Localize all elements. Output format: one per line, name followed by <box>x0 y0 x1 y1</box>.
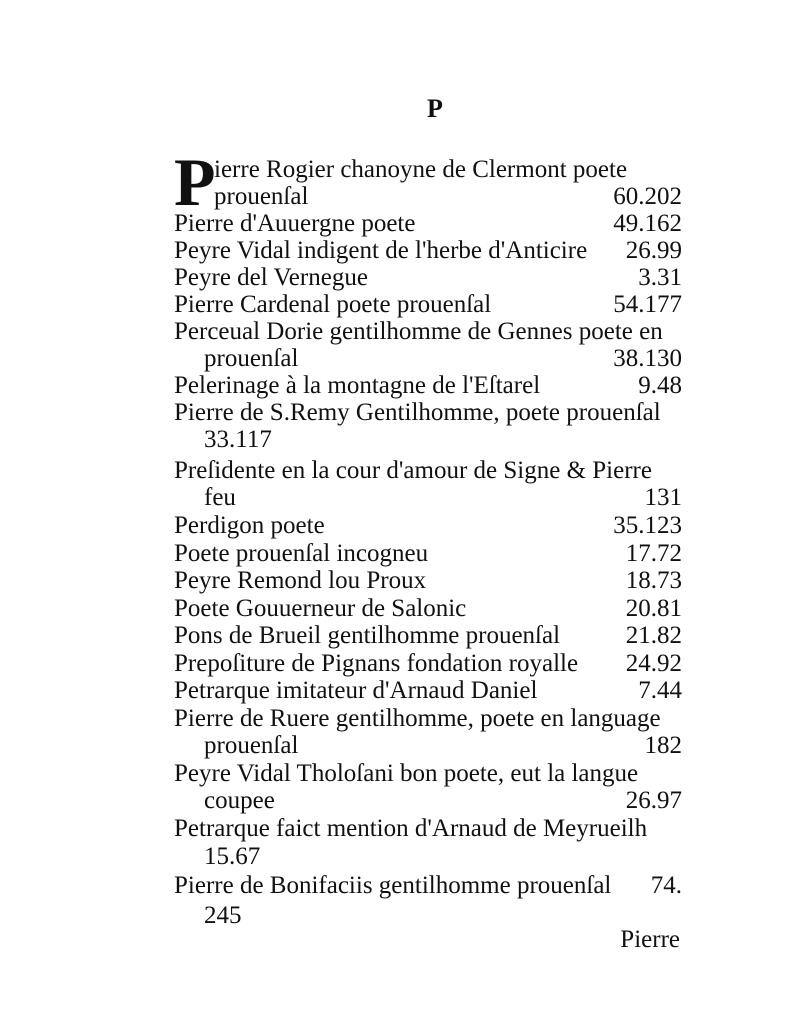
entry-text: Pierre d'Auuergne poete <box>174 210 416 237</box>
entry-text: Perceual Dorie gentilhomme de Gennes poete en <box>174 318 663 345</box>
entry-line <box>174 567 682 594</box>
page-reference: 35.123 <box>613 512 682 539</box>
entry-text: Pons de Brueil gentilhomme prouenſal <box>174 622 561 649</box>
entry-line <box>174 595 682 622</box>
entry-line <box>174 426 682 453</box>
entry-line <box>174 872 682 899</box>
entry-line <box>174 372 682 399</box>
entry-line <box>174 677 682 704</box>
entry-text: coupee <box>204 787 275 814</box>
entry-text: Petrarque faict mention d'Arnaud de Meyrueilh <box>174 815 648 842</box>
page-reference: 21.82 <box>625 622 682 649</box>
page-reference: 18.73 <box>625 567 682 594</box>
entry-line <box>174 484 682 511</box>
entry-text: Pierre de Ruere gentilhomme, poete en language <box>174 705 661 732</box>
entry-line <box>174 345 682 372</box>
entry-line <box>174 843 682 870</box>
entry-text: feu <box>204 484 236 511</box>
entry-text: Peyre del Vernegue <box>174 264 368 291</box>
entry-text: Poete prouenſal incogneu <box>174 540 429 567</box>
page-reference: 17.72 <box>625 540 682 567</box>
entry-text: Pelerinage à la montagne de l'Eſtarel <box>174 372 541 399</box>
entry-text: ierre Rogier chanoyne de Clermont poete <box>214 156 628 183</box>
entry-text: Preſidente en la cour d'amour de Signe & Pierre <box>174 457 652 484</box>
entry-text: Poete Gouuerneur de Salonic <box>174 595 467 622</box>
drop-cap: P <box>174 144 216 220</box>
entry-line <box>174 512 682 539</box>
page-reference: 60.202 <box>613 183 682 210</box>
page-reference: 182 <box>644 732 682 759</box>
section-letter: P <box>427 94 443 123</box>
page-reference: 33.117 <box>204 426 272 453</box>
entry-line <box>174 650 682 677</box>
entry-line <box>174 622 682 649</box>
page-reference: 54.177 <box>613 291 682 318</box>
entry-text: Prepoſiture de Pignans fondation royalle <box>174 650 579 677</box>
page-reference: 49.162 <box>613 210 682 237</box>
entry-line <box>174 787 682 814</box>
entry-text: Peyre Vidal Tholoſani bon poete, eut la langue <box>174 760 639 787</box>
entry-line <box>174 760 682 787</box>
entry-line <box>174 291 682 318</box>
page-reference: 38.130 <box>613 345 682 372</box>
entry-line <box>174 183 682 210</box>
page-reference: 7.44 <box>638 677 682 704</box>
page-reference: 131 <box>644 484 682 511</box>
entry-line <box>174 705 682 732</box>
entry-line <box>174 815 682 842</box>
entry-line <box>174 156 682 183</box>
entry-text: Pierre de Bonifaciis gentilhomme prouenſal <box>174 872 612 899</box>
entry-line <box>174 318 682 345</box>
page-reference: 245 <box>204 902 242 929</box>
entry-text: Pierre de S.Remy Gentilhomme, poete prouenſal <box>174 399 661 426</box>
entry-line <box>174 457 682 484</box>
page-reference: 26.97 <box>625 787 682 814</box>
page-reference: 9.48 <box>638 372 682 399</box>
entry-text: prouenſal <box>204 732 299 759</box>
entry-text: Peyre Vidal indigent de l'herbe d'Anticire <box>174 237 588 264</box>
entry-line <box>174 902 682 929</box>
page-reference: 26.99 <box>625 237 682 264</box>
page-reference: 15.67 <box>204 843 261 870</box>
page-reference: 74. <box>650 872 682 899</box>
entry-text: Petrarque imitateur d'Arnaud Daniel <box>174 677 538 704</box>
entry-text: Pierre Cardenal poete prouenſal <box>174 291 492 318</box>
entry-line <box>174 237 682 264</box>
entry-line <box>174 540 682 567</box>
entry-line <box>174 264 682 291</box>
entry-text: prouenſal <box>204 345 299 372</box>
page-reference: 24.92 <box>625 650 682 677</box>
entry-text: prouenſal <box>214 183 309 210</box>
entry-line <box>174 732 682 759</box>
entry-line <box>174 399 682 426</box>
entry-text: Peyre Remond lou Proux <box>174 567 427 594</box>
entry-text: Perdigon poete <box>174 512 325 539</box>
entry-line <box>174 210 682 237</box>
catchword: Pierre <box>620 926 680 953</box>
page-reference: 20.81 <box>625 595 682 622</box>
page-reference: 3.31 <box>638 264 682 291</box>
